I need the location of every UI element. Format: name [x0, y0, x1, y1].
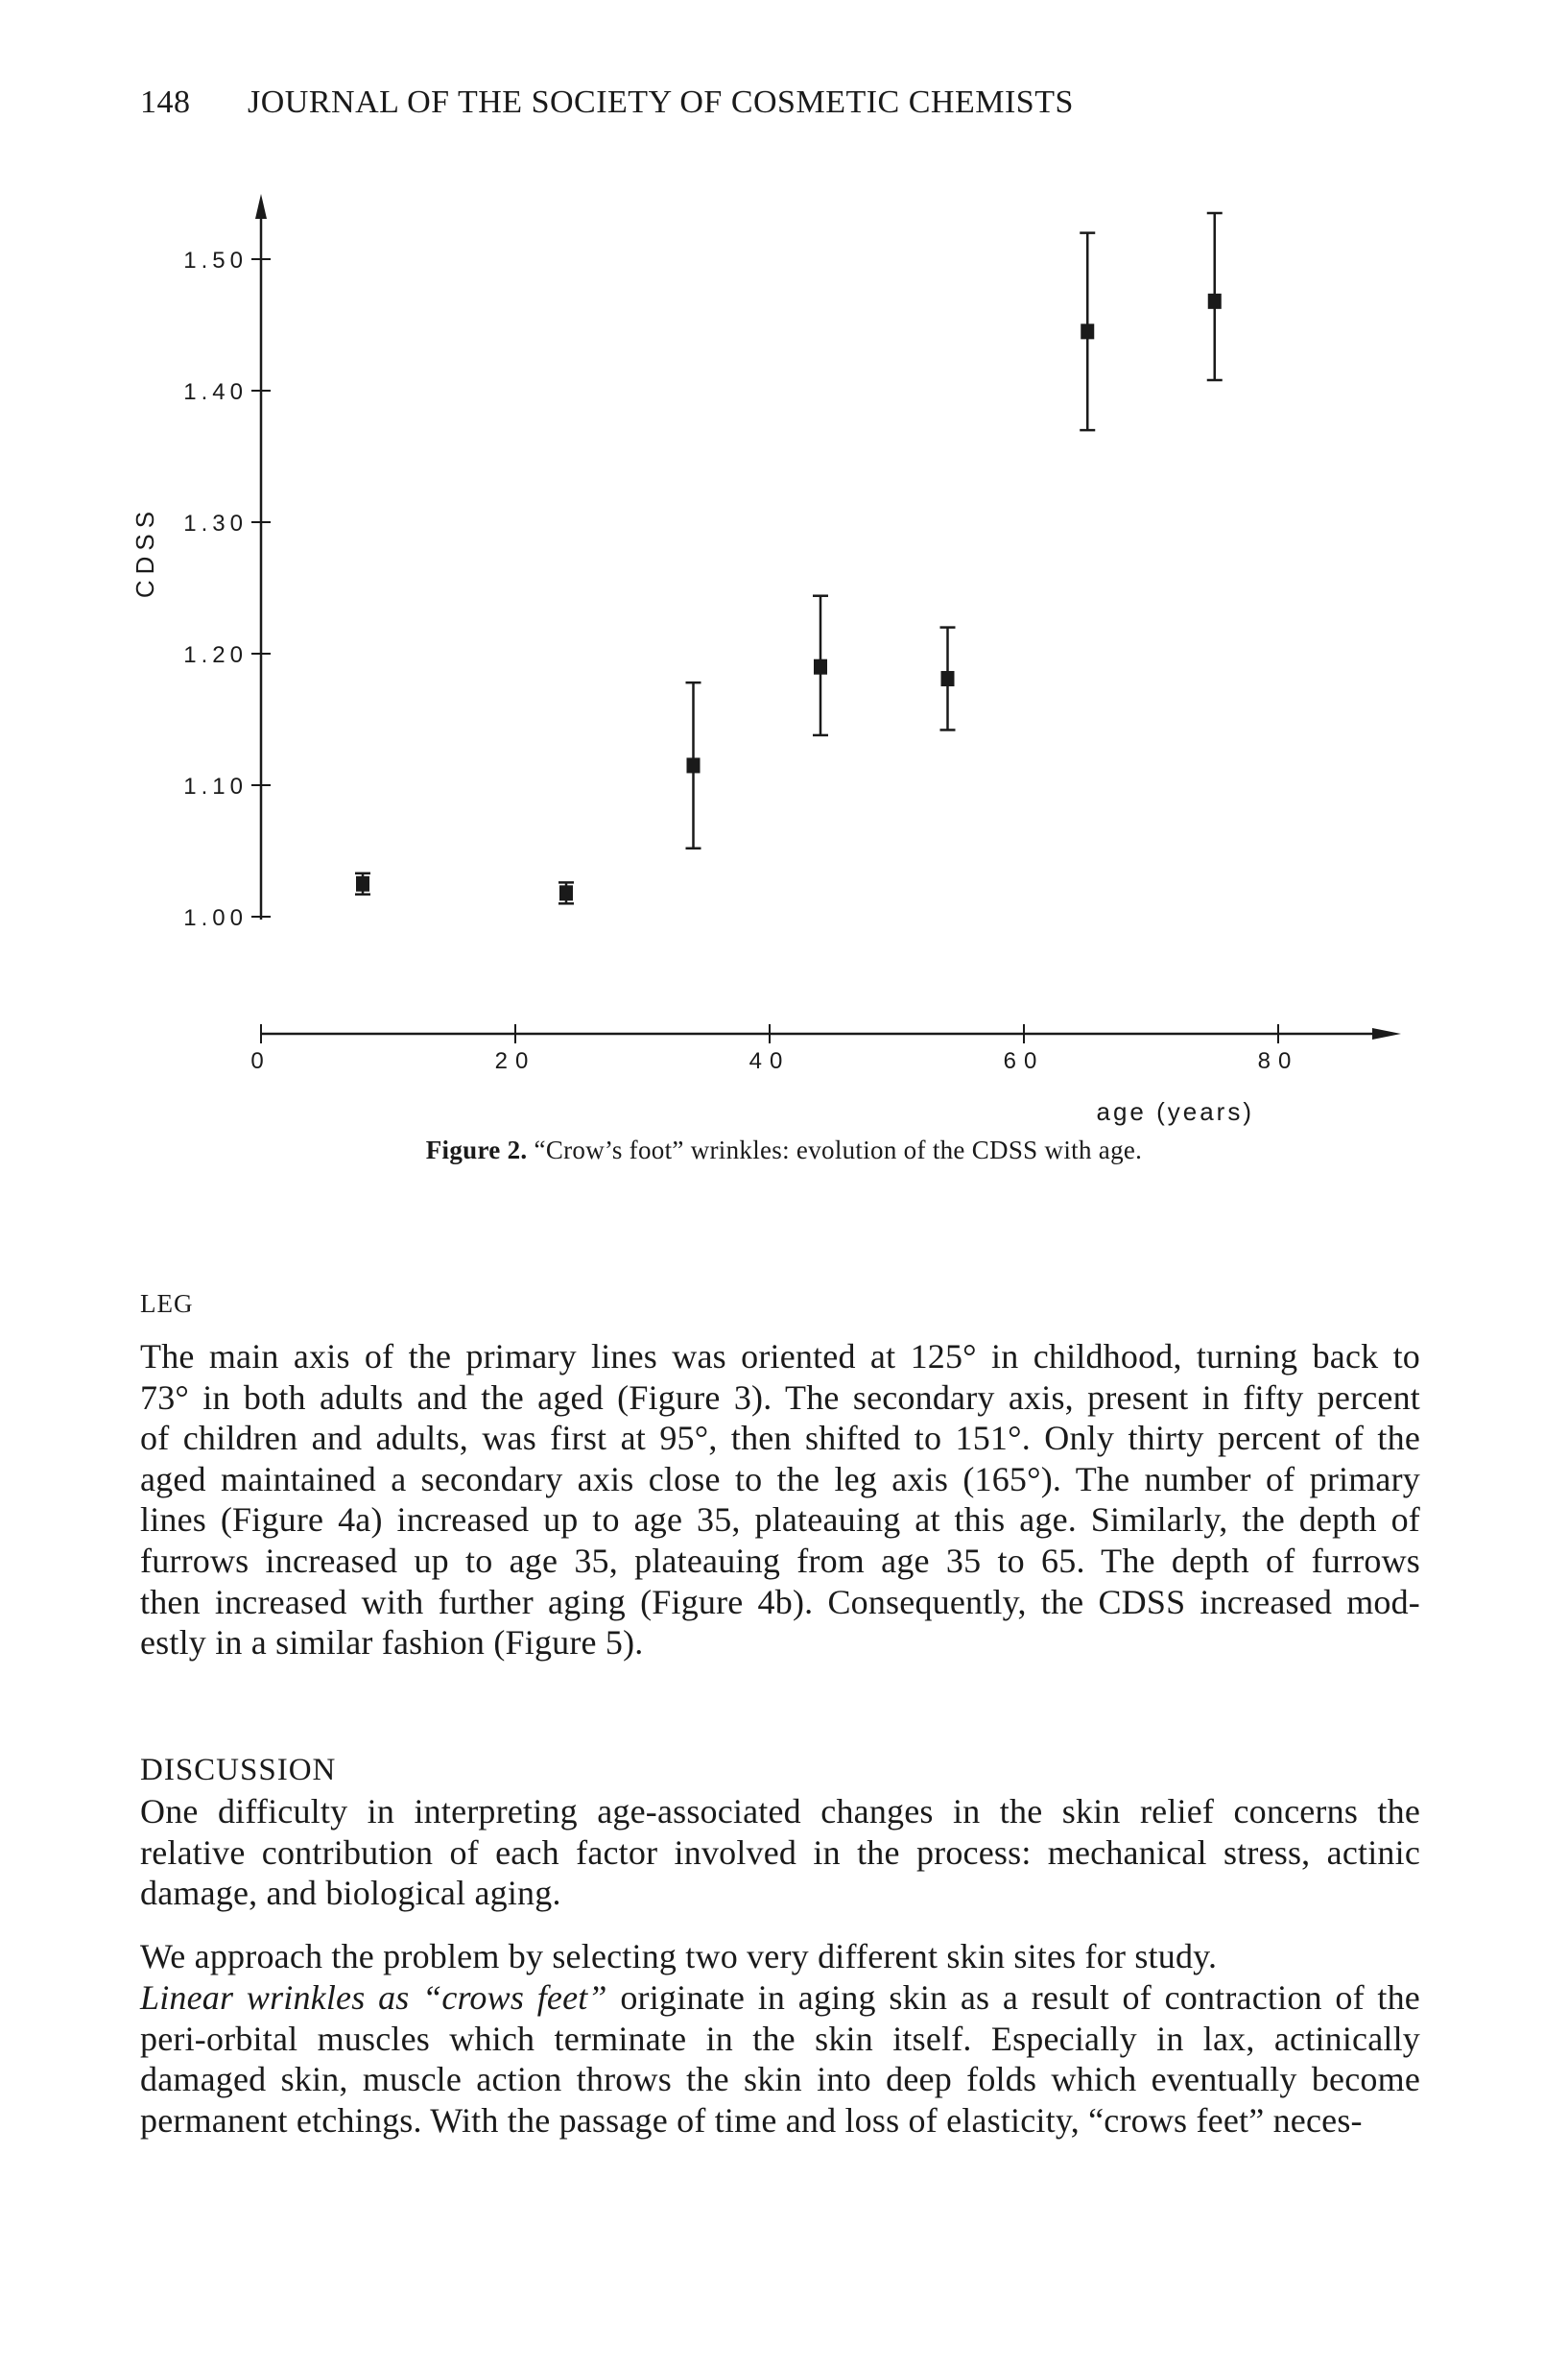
y-axis-arrow — [255, 194, 267, 219]
x-tick-label: 60 — [1003, 1048, 1045, 1074]
discussion-heading: DISCUSSION — [140, 1753, 337, 1787]
paragraph-discussion-2: We approach the problem by selecting two very different skin sites for study. — [140, 1937, 1218, 1975]
text-line: estly in a similar fashion (Figure 5). — [140, 1623, 644, 1663]
data-point — [1081, 323, 1094, 339]
x-tick-label: 80 — [1257, 1048, 1299, 1074]
y-tick-label: 1.20 — [183, 642, 248, 668]
x-tick-label: 0 — [250, 1048, 272, 1074]
text-line: damaged skin, muscle action throws the skin into deep folds which eventually become — [140, 2060, 1420, 2099]
y-tick-label: 1.30 — [183, 511, 248, 537]
data-point — [559, 885, 573, 900]
y-tick-label: 1.40 — [183, 379, 248, 405]
leg-label: LEG — [140, 1289, 194, 1318]
y-axis-label: CDSS — [131, 505, 159, 599]
x-axis-arrow — [1372, 1028, 1401, 1040]
chart-marks — [355, 213, 1223, 903]
y-tick-label: 1.00 — [183, 905, 248, 931]
data-point — [1208, 294, 1222, 309]
data-point — [687, 757, 701, 773]
text-line: of children and adults, was first at 95°, then shifted to 151°. Only thirty percent of the — [140, 1419, 1420, 1458]
page-number: 148 — [140, 84, 191, 120]
journal-title: JOURNAL OF THE SOCIETY OF COSMETIC CHEMISTS — [248, 84, 1074, 120]
y-tick-label: 1.10 — [183, 774, 248, 800]
text-line: peri-orbital muscles which terminate in the skin itself. Especially in lax, actinically — [140, 2019, 1420, 2058]
text-line: lines (Figure 4a) increased up to age 35, plateauing at this age. Similarly, the depth of — [140, 1500, 1420, 1540]
data-point — [941, 671, 955, 686]
figure-caption — [0, 1136, 1568, 1165]
chart-axes — [183, 194, 1401, 1074]
figure-2-chart — [0, 0, 1568, 1171]
y-tick-label: 1.50 — [183, 248, 248, 274]
text-line: furrows increased up to age 35, plateauing from age 35 to 65. The depth of furrows — [140, 1542, 1420, 1580]
x-tick-label: 40 — [748, 1048, 791, 1074]
text-line — [140, 1977, 1420, 2018]
text-line: damage, and biological aging. — [140, 1874, 561, 1913]
text-line: 73° in both adults and the aged (Figure 3). The secondary axis, present in fifty percent — [140, 1377, 1420, 1417]
figure-label: Figure 2. — [425, 1136, 528, 1164]
text-line: The main axis of the primary lines was oriented at 125° in childhood, turning back to — [140, 1337, 1420, 1376]
x-axis-label: age (years) — [1096, 1097, 1254, 1126]
x-tick-label: 20 — [494, 1048, 536, 1074]
text-line: One difficulty in interpreting age-associated changes in the skin relief concerns the — [140, 1792, 1420, 1831]
text-line: permanent etchings. With the passage of time and loss of elasticity, “crows feet” neces- — [140, 2100, 1363, 2140]
text-line: then increased with further aging (Figure 4b). Consequently, the CDSS increased mod- — [140, 1582, 1420, 1621]
text-line-rest: originate in aging skin as a result of contraction of the — [606, 1978, 1420, 2017]
text-line: aged maintained a secondary axis close to the leg axis (165°). The number of primary — [140, 1459, 1420, 1498]
italic-phrase: Linear wrinkles as “crows feet” — [140, 1978, 607, 2017]
data-point — [814, 659, 827, 675]
data-point — [356, 876, 369, 892]
figure-caption-text: “Crow’s foot” wrinkles: evolution of the CDSS with age. — [534, 1136, 1143, 1164]
text-line: relative contribution of each factor involved in the process: mechanical stress, actinic — [140, 1832, 1420, 1872]
